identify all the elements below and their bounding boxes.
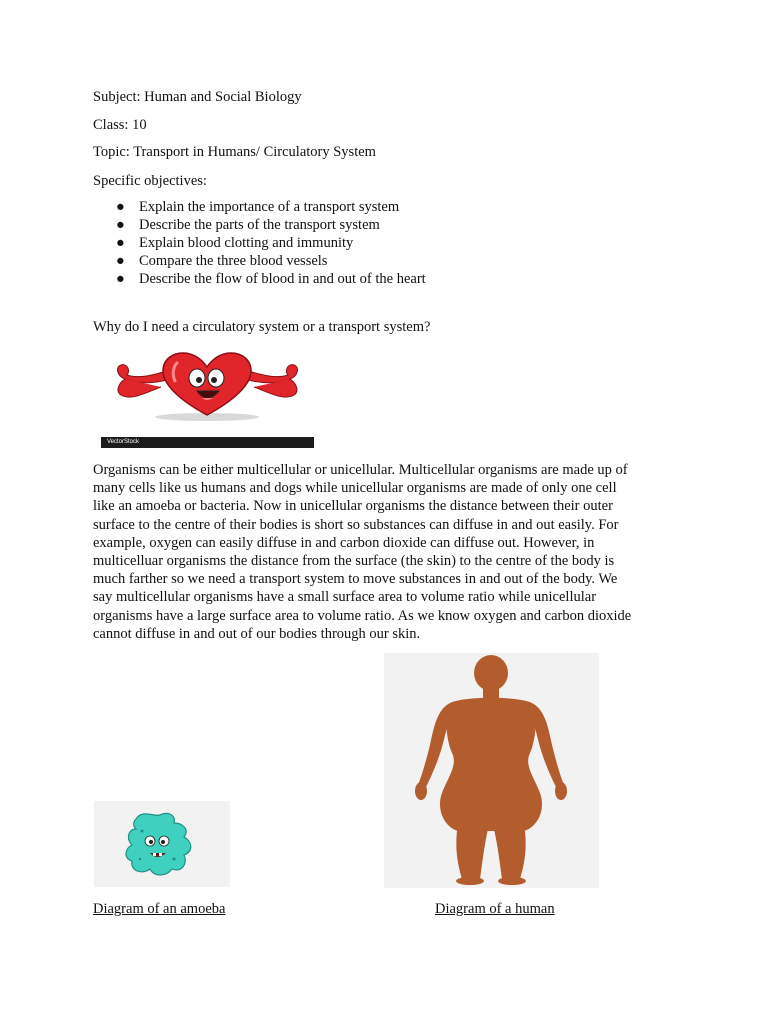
list-item: ● Describe the flow of blood in and out of the heart: [116, 271, 426, 287]
bullet-icon: ●: [116, 235, 125, 251]
list-item: ● Compare the three blood vessels: [116, 253, 328, 269]
list-item: ● Explain blood clotting and immunity: [116, 235, 354, 251]
question-line: Why do I need a circulatory system or a transport system?: [93, 319, 431, 335]
list-item: ● Explain the importance of a transport system: [116, 199, 400, 215]
bullet-icon: ●: [116, 271, 125, 287]
subject-line: Subject: Human and Social Biology: [93, 89, 302, 105]
bullet-icon: ●: [116, 253, 125, 269]
paragraph-line: example, oxygen can easily diffuse in and carbon dioxide can diffuse out. However, in: [93, 534, 595, 551]
objectives-list: [116, 198, 426, 288]
paragraph-line: multicelluar organisms the distance from the surface (the skin) to the centre of the body is: [93, 553, 615, 570]
heart-image: [101, 345, 314, 448]
paragraph-line: Organisms can be either multicellular or unicellular. Multicellular organisms are made up of: [93, 462, 628, 478]
class-line: Class: 10: [93, 117, 147, 133]
paragraph-line: say multicellular organisms have a small surface area to volume ratio while unicellular: [93, 589, 597, 606]
objectives-heading: Specific objectives:: [93, 173, 207, 189]
paragraph-line: cannot diffuse in and out of our bodies through our skin.: [93, 625, 421, 642]
amoeba-image: [94, 801, 230, 887]
bullet-icon: ●: [116, 199, 125, 215]
paragraph-line: organisms have a large surface area to volume ratio. As we know oxygen and carbon dioxide: [93, 607, 632, 624]
paragraph-line: surface to the centre of their bodies is short so substances can diffuse in and out easily. For: [93, 516, 619, 533]
body-paragraph: [93, 461, 673, 643]
topic-line: Topic: Transport in Humans/ Circulatory System: [93, 144, 376, 160]
human-silhouette-image: [384, 653, 599, 888]
list-item: ● Describe the parts of the transport system: [116, 217, 380, 233]
watermark-text: VectorStock: [107, 439, 140, 445]
amoeba-caption: Diagram of an amoeba: [93, 901, 226, 917]
paragraph-line: many cells like us humans and dogs while unicellular organisms are made of only one cell: [93, 480, 617, 497]
paragraph-line: like an amoeba or bacteria. Now in unicellular organisms the distance between their outer: [93, 498, 613, 515]
bullet-icon: ●: [116, 217, 125, 233]
human-caption: Diagram of a human: [435, 901, 555, 917]
paragraph-line: much farther so we need a transport system to move substances in and out of the body. We: [93, 571, 618, 588]
